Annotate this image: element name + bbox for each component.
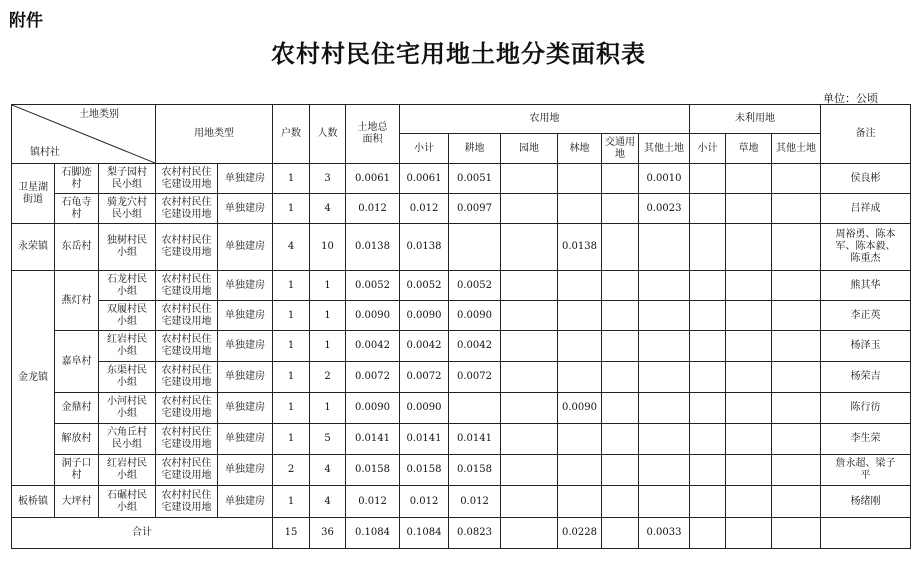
total-cell: 0.0042	[346, 331, 400, 362]
traffic-cell	[602, 424, 639, 455]
land-use-name: 农村村民住宅建设用地	[161, 166, 212, 190]
grass-cell	[726, 224, 772, 271]
land-use-name: 农村村民住宅建设用地	[161, 365, 212, 388]
town-name: 卫星湖街道	[18, 181, 48, 205]
remarks-cell	[821, 194, 911, 224]
total-cell: 0.0072	[346, 362, 400, 393]
other-cell	[639, 224, 690, 271]
village-cell	[55, 164, 99, 194]
total-label-cell: 合计	[12, 518, 273, 549]
remarks-text: 詹永超、梁子平	[835, 458, 896, 481]
group-name: 石碾村民小组	[107, 489, 147, 513]
farm-cell: 0.0097	[449, 194, 501, 224]
table-row	[12, 331, 911, 362]
u-other-cell	[772, 331, 821, 362]
build-type-cell: 单独建房	[218, 424, 273, 455]
sub-cell: 0.012	[400, 194, 449, 224]
total-hh-cell: 15	[273, 518, 310, 549]
remarks-text: 陈行彷	[850, 402, 881, 413]
sub-cell: 0.0090	[400, 393, 449, 424]
village-name: 洞子口村	[61, 458, 92, 481]
u-other-cell	[772, 393, 821, 424]
group-cell	[99, 194, 156, 224]
other-cell: 0.0010	[639, 164, 690, 194]
remarks-text: 周裕勇、陈本军、陈本毅、陈重杰	[835, 229, 896, 264]
table-row	[12, 224, 911, 271]
u-sub-cell	[690, 224, 726, 271]
land-use-cell	[156, 194, 218, 224]
traffic-cell	[602, 194, 639, 224]
land-use-name: 农村村民住宅建设用地	[161, 458, 212, 481]
forest-cell	[558, 424, 602, 455]
sub-cell: 0.012	[400, 486, 449, 518]
grass-cell	[726, 271, 772, 301]
forest-cell	[558, 486, 602, 518]
village-name: 东岳村	[61, 241, 92, 252]
total-cell: 0.0158	[346, 455, 400, 486]
table-row	[12, 194, 911, 224]
village-name: 大坪村	[61, 495, 92, 507]
pp-cell: 1	[310, 393, 346, 424]
land-use-cell	[156, 393, 218, 424]
forest-cell: 0.0090	[558, 393, 602, 424]
orchard-cell	[501, 301, 558, 331]
table-row	[12, 424, 911, 455]
build-type-cell: 单独建房	[218, 271, 273, 301]
hh-cell: 1	[273, 194, 310, 224]
remarks-cell	[821, 224, 911, 271]
group-name: 双履村民小组	[107, 303, 147, 327]
u-sub-cell	[690, 194, 726, 224]
total-cell: 0.0052	[346, 271, 400, 301]
orchard-cell	[501, 424, 558, 455]
unused-header: 未利用地	[690, 105, 821, 134]
traffic-cell	[602, 486, 639, 518]
farm-cell: 0.0072	[449, 362, 501, 393]
land-use-name: 农村村民住宅建设用地	[161, 235, 212, 258]
village-name: 金鼎村	[61, 402, 92, 413]
sub-cell: 0.0072	[400, 362, 449, 393]
hh-cell: 1	[273, 164, 310, 194]
diagonal-header-cell	[12, 105, 156, 164]
land-use-name: 农村村民住宅建设用地	[161, 489, 212, 513]
hh-cell: 1	[273, 362, 310, 393]
traffic-cell	[602, 164, 639, 194]
orchard-cell	[501, 362, 558, 393]
village-cell	[55, 486, 99, 518]
total-area-header: 土地总面积	[346, 105, 400, 164]
people-header: 人数	[310, 105, 346, 164]
town-village-label: 镇村社	[30, 147, 60, 158]
remarks-text: 吕祥成	[850, 202, 881, 214]
sub-cell: 0.0158	[400, 455, 449, 486]
table-row	[12, 486, 911, 518]
u-sub-cell	[690, 271, 726, 301]
group-cell	[99, 164, 156, 194]
pp-cell: 3	[310, 164, 346, 194]
town-name: 板桥镇	[18, 495, 48, 507]
grass-cell	[726, 455, 772, 486]
traffic-cell	[602, 224, 639, 271]
remarks-text: 杨绪刚	[850, 495, 881, 507]
page-title: 农村村民住宅用地土地分类面积表	[271, 39, 646, 68]
land-use-name: 农村村民住宅建设用地	[161, 303, 212, 327]
u-sub-cell	[690, 424, 726, 455]
grass-cell	[726, 362, 772, 393]
town-name: 金龙镇	[18, 372, 48, 383]
land-use-name: 农村村民住宅建设用地	[161, 273, 212, 297]
pp-cell: 1	[310, 301, 346, 331]
pp-cell: 10	[310, 224, 346, 271]
forest-cell	[558, 455, 602, 486]
hh-cell: 2	[273, 455, 310, 486]
remarks-header: 备注	[821, 105, 911, 164]
village-cell	[55, 424, 99, 455]
pp-cell: 4	[310, 486, 346, 518]
forest-cell	[558, 194, 602, 224]
forest-cell	[558, 164, 602, 194]
pp-cell: 4	[310, 455, 346, 486]
other-cell	[639, 301, 690, 331]
table-row	[12, 301, 911, 331]
group-cell	[99, 331, 156, 362]
un-other-header: 其他土地	[772, 134, 821, 164]
forest-cell: 0.0138	[558, 224, 602, 271]
hh-cell: 1	[273, 301, 310, 331]
total-row	[12, 518, 911, 549]
group-name: 石龙村民小组	[107, 273, 147, 297]
remarks-cell	[821, 362, 911, 393]
pp-cell: 5	[310, 424, 346, 455]
village-name: 燕灯村	[61, 294, 92, 306]
traffic-cell	[602, 331, 639, 362]
orchard-cell	[501, 331, 558, 362]
pp-cell: 4	[310, 194, 346, 224]
build-type-cell: 单独建房	[218, 331, 273, 362]
un-grass-header: 草地	[726, 134, 772, 164]
un-subtotal-header: 小计	[690, 134, 726, 164]
village-cell	[55, 224, 99, 271]
farm-cell: 0.0051	[449, 164, 501, 194]
farm-cell: 0.0042	[449, 331, 501, 362]
land-use-type-header: 用地类型	[156, 105, 273, 164]
remarks-cell	[821, 455, 911, 486]
group-cell	[99, 486, 156, 518]
ag-farmland-header: 耕地	[449, 134, 501, 164]
forest-cell	[558, 301, 602, 331]
u-other-cell	[772, 486, 821, 518]
u-other-cell	[772, 271, 821, 301]
town-cell	[12, 486, 55, 518]
hh-cell: 1	[273, 486, 310, 518]
remarks-text: 杨荣吉	[850, 371, 881, 382]
sub-cell: 0.0141	[400, 424, 449, 455]
group-cell	[99, 424, 156, 455]
orchard-cell	[501, 164, 558, 194]
total-cell: 0.0090	[346, 393, 400, 424]
other-cell	[639, 424, 690, 455]
grass-cell	[726, 393, 772, 424]
u-other-cell	[772, 164, 821, 194]
u-other-cell	[772, 362, 821, 393]
land-use-name: 农村村民住宅建设用地	[161, 334, 212, 357]
forest-cell	[558, 331, 602, 362]
sub-cell: 0.0090	[400, 301, 449, 331]
build-type-cell: 单独建房	[218, 224, 273, 271]
forest-cell	[558, 271, 602, 301]
remarks-text: 熊其华	[850, 279, 881, 291]
other-cell	[639, 455, 690, 486]
village-cell	[55, 194, 99, 224]
traffic-cell	[602, 393, 639, 424]
group-name: 六角丘村民小组	[107, 427, 147, 450]
build-type-cell: 单独建房	[218, 301, 273, 331]
grass-cell	[726, 194, 772, 224]
farm-cell: 0.0090	[449, 301, 501, 331]
other-cell	[639, 271, 690, 301]
pp-cell: 1	[310, 331, 346, 362]
traffic-cell	[602, 301, 639, 331]
unit-label: 单位：公顷	[823, 92, 878, 105]
table-row	[12, 455, 911, 486]
land-use-cell	[156, 362, 218, 393]
other-cell	[639, 331, 690, 362]
total-cell: 0.0138	[346, 224, 400, 271]
farm-cell: 0.012	[449, 486, 501, 518]
remarks-cell	[821, 331, 911, 362]
group-name: 梨子园村民小组	[107, 166, 147, 190]
village-name: 解放村	[61, 433, 92, 444]
town-cell	[12, 271, 55, 486]
traffic-cell	[602, 362, 639, 393]
grass-cell	[726, 301, 772, 331]
hh-cell: 1	[273, 271, 310, 301]
group-cell	[99, 224, 156, 271]
sub-cell: 0.0052	[400, 271, 449, 301]
ag-other-header: 其他土地	[639, 134, 690, 164]
u-sub-cell	[690, 455, 726, 486]
total-grass-cell	[726, 518, 772, 549]
hh-cell: 1	[273, 393, 310, 424]
group-cell	[99, 271, 156, 301]
u-sub-cell	[690, 301, 726, 331]
agricultural-header: 农用地	[400, 105, 690, 134]
land-use-cell	[156, 301, 218, 331]
remarks-text: 李生荣	[850, 433, 881, 444]
table-row	[12, 164, 911, 194]
village-name: 石脚迹村	[61, 166, 92, 190]
remarks-cell	[821, 301, 911, 331]
land-use-name: 农村村民住宅建设用地	[161, 396, 212, 419]
total-cell: 0.012	[346, 486, 400, 518]
village-cell	[55, 393, 99, 424]
total-sub-cell: 0.1084	[400, 518, 449, 549]
total-farm-cell: 0.0823	[449, 518, 501, 549]
orchard-cell	[501, 486, 558, 518]
orchard-cell	[501, 194, 558, 224]
group-name: 红岩村民小组	[107, 458, 147, 481]
build-type-cell: 单独建房	[218, 486, 273, 518]
village-cell	[55, 331, 99, 393]
group-name: 骑龙穴村民小组	[107, 196, 147, 220]
land-use-name: 农村村民住宅建设用地	[161, 427, 212, 450]
remarks-cell	[821, 164, 911, 194]
sub-cell: 0.0138	[400, 224, 449, 271]
group-cell	[99, 455, 156, 486]
u-other-cell	[772, 455, 821, 486]
grass-cell	[726, 331, 772, 362]
u-sub-cell	[690, 331, 726, 362]
farm-cell: 0.0141	[449, 424, 501, 455]
land-use-cell	[156, 331, 218, 362]
forest-cell	[558, 362, 602, 393]
u-other-cell	[772, 301, 821, 331]
hh-cell: 1	[273, 331, 310, 362]
remarks-cell	[821, 271, 911, 301]
total-pp-cell: 36	[310, 518, 346, 549]
header-row-1	[12, 105, 911, 134]
attachment-label: 附件	[9, 11, 43, 31]
group-name: 红岩村民小组	[107, 334, 147, 357]
total-cell: 0.012	[346, 194, 400, 224]
land-use-cell	[156, 271, 218, 301]
u-sub-cell	[690, 164, 726, 194]
group-name: 独树村民小组	[107, 235, 147, 258]
group-name: 东渠村民小组	[107, 365, 147, 388]
village-cell	[55, 271, 99, 331]
u-sub-cell	[690, 486, 726, 518]
total-u-other-cell	[772, 518, 821, 549]
land-use-cell	[156, 224, 218, 271]
town-cell	[12, 164, 55, 224]
u-other-cell	[772, 424, 821, 455]
remarks-cell	[821, 424, 911, 455]
total-orchard-cell	[501, 518, 558, 549]
u-other-cell	[772, 194, 821, 224]
total-total-cell: 0.1084	[346, 518, 400, 549]
land-use-cell	[156, 424, 218, 455]
hh-cell: 4	[273, 224, 310, 271]
total-note-cell	[821, 518, 911, 549]
total-cell: 0.0090	[346, 301, 400, 331]
pp-cell: 2	[310, 362, 346, 393]
other-cell	[639, 393, 690, 424]
build-type-cell: 单独建房	[218, 164, 273, 194]
land-use-cell	[156, 455, 218, 486]
farm-cell	[449, 224, 501, 271]
total-forest-cell: 0.0228	[558, 518, 602, 549]
pp-cell: 1	[310, 271, 346, 301]
u-other-cell	[772, 224, 821, 271]
other-cell	[639, 486, 690, 518]
other-cell	[639, 362, 690, 393]
build-type-cell: 单独建房	[218, 362, 273, 393]
total-cell: 0.0141	[346, 424, 400, 455]
grass-cell	[726, 164, 772, 194]
sub-cell: 0.0042	[400, 331, 449, 362]
build-type-cell: 单独建房	[218, 194, 273, 224]
farm-cell: 0.0052	[449, 271, 501, 301]
remarks-text: 侯良彬	[850, 172, 881, 184]
sub-cell: 0.0061	[400, 164, 449, 194]
orchard-cell	[501, 393, 558, 424]
total-cell: 0.0061	[346, 164, 400, 194]
farm-cell	[449, 393, 501, 424]
ag-subtotal-header: 小计	[400, 134, 449, 164]
table-row	[12, 393, 911, 424]
group-cell	[99, 301, 156, 331]
remarks-cell	[821, 393, 911, 424]
other-cell: 0.0023	[639, 194, 690, 224]
grass-cell	[726, 486, 772, 518]
village-name: 嘉阜村	[61, 355, 92, 367]
table-row	[12, 271, 911, 301]
village-cell	[55, 455, 99, 486]
remarks-cell	[821, 486, 911, 518]
orchard-cell	[501, 455, 558, 486]
land-use-cell	[156, 164, 218, 194]
table-row	[12, 362, 911, 393]
hh-cell: 1	[273, 424, 310, 455]
build-type-cell: 单独建房	[218, 455, 273, 486]
total-traffic-cell	[602, 518, 639, 549]
grass-cell	[726, 424, 772, 455]
farm-cell: 0.0158	[449, 455, 501, 486]
ag-orchard-header: 园地	[501, 134, 558, 164]
total-u-sub-cell	[690, 518, 726, 549]
town-name: 永荣镇	[18, 241, 48, 252]
town-cell	[12, 224, 55, 271]
households-header: 户数	[273, 105, 310, 164]
remarks-text: 李正英	[850, 309, 881, 321]
ag-traffic-header: 交通用地	[602, 134, 639, 164]
u-sub-cell	[690, 393, 726, 424]
group-cell	[99, 362, 156, 393]
orchard-cell	[501, 271, 558, 301]
traffic-cell	[602, 271, 639, 301]
traffic-cell	[602, 455, 639, 486]
village-name: 石龟寺村	[61, 196, 92, 220]
total-other-cell: 0.0033	[639, 518, 690, 549]
build-type-cell: 单独建房	[218, 393, 273, 424]
land-area-table	[11, 104, 911, 549]
remarks-text: 杨泽玉	[850, 340, 881, 351]
ag-forest-header: 林地	[558, 134, 602, 164]
u-sub-cell	[690, 362, 726, 393]
orchard-cell	[501, 224, 558, 271]
group-cell	[99, 393, 156, 424]
land-category-label: 土地类别	[79, 109, 120, 120]
land-use-cell	[156, 486, 218, 518]
group-name: 小河村民小组	[107, 396, 147, 419]
land-use-name: 农村村民住宅建设用地	[161, 196, 212, 220]
